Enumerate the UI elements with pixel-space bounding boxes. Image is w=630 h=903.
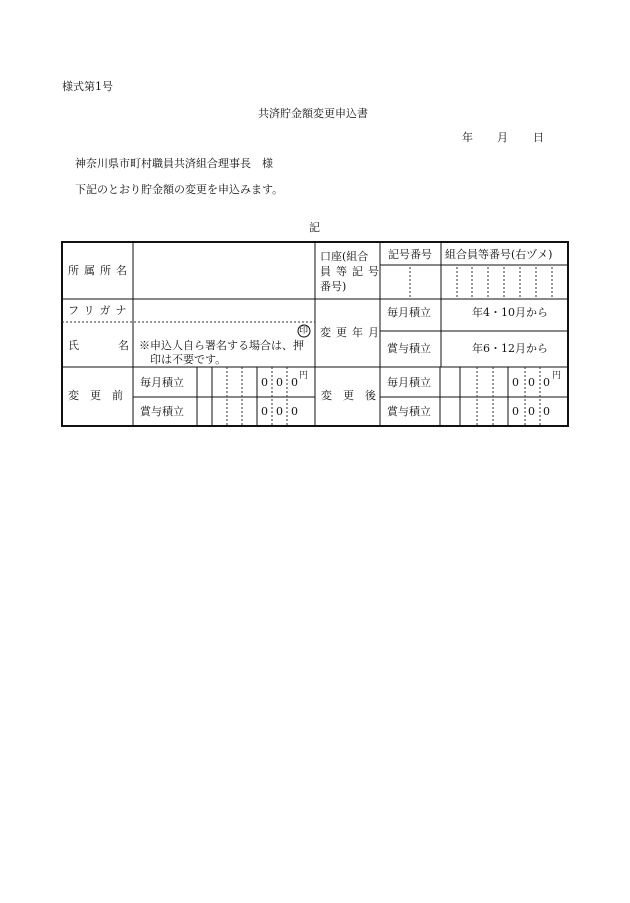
after-monthly-label: 毎月積立 xyxy=(387,376,431,389)
name-label: 名 xyxy=(118,339,129,352)
amount-digit: 0 xyxy=(543,376,550,389)
before-bonus-label: 賞与積立 xyxy=(140,405,184,418)
symbol-number-label: 記号番号 xyxy=(388,248,432,261)
account-label: 員等記号 xyxy=(320,265,384,278)
seal-note: ※申込人自ら署名する場合は、押 xyxy=(139,339,304,352)
amount-digit: 0 xyxy=(261,405,268,418)
amount-digit: 0 xyxy=(512,376,519,389)
affiliation-label: 所属所名 xyxy=(68,264,132,277)
form-number: 様式第1号 xyxy=(62,80,113,93)
before-label: 変 更 前 xyxy=(68,389,123,402)
amount-digit: 0 xyxy=(276,405,283,418)
addressee: 神奈川県市町村職員共済組合理事長 様 xyxy=(75,157,273,170)
change-month-label: 変更年月 xyxy=(320,326,384,339)
furigana-label: フリガナ xyxy=(68,304,132,317)
date-month[interactable]: 月 xyxy=(497,131,508,144)
amount-digit: 0 xyxy=(261,376,268,389)
name-label: 氏 xyxy=(68,339,79,352)
intro-text: 下記のとおり貯金額の変更を申込みます。 xyxy=(75,183,284,196)
account-label: 口座(組合 xyxy=(320,250,369,263)
amount-digit: 0 xyxy=(512,405,519,418)
amount-digit: 0 xyxy=(528,405,535,418)
bonus-from: 年6・12月から xyxy=(472,342,548,355)
date-year[interactable]: 年 xyxy=(462,131,473,144)
account-label: 番号) xyxy=(320,280,347,293)
yen-unit: 円 xyxy=(299,371,309,381)
after-label: 変 更 後 xyxy=(321,389,376,402)
before-monthly-label: 毎月積立 xyxy=(140,376,184,389)
monthly-from: 年4・10月から xyxy=(472,306,548,319)
bonus-label: 賞与積立 xyxy=(387,342,431,355)
amount-digit: 0 xyxy=(543,405,550,418)
monthly-label: 毎月積立 xyxy=(387,306,431,319)
yen-unit: 円 xyxy=(552,371,562,381)
seal-note: 印は不要です。 xyxy=(150,353,227,366)
form-title: 共済貯金額変更申込書 xyxy=(258,107,368,120)
amount-digit: 0 xyxy=(528,376,535,389)
amount-digit: 0 xyxy=(276,376,283,389)
seal-mark: 印 xyxy=(299,326,309,336)
ki-label: 記 xyxy=(309,221,320,234)
amount-digit: 0 xyxy=(291,405,298,418)
member-number-label: 組合員等番号(右ヅメ) xyxy=(445,248,553,261)
date-day[interactable]: 日 xyxy=(533,131,544,144)
amount-digit: 0 xyxy=(291,376,298,389)
after-bonus-label: 賞与積立 xyxy=(387,405,431,418)
